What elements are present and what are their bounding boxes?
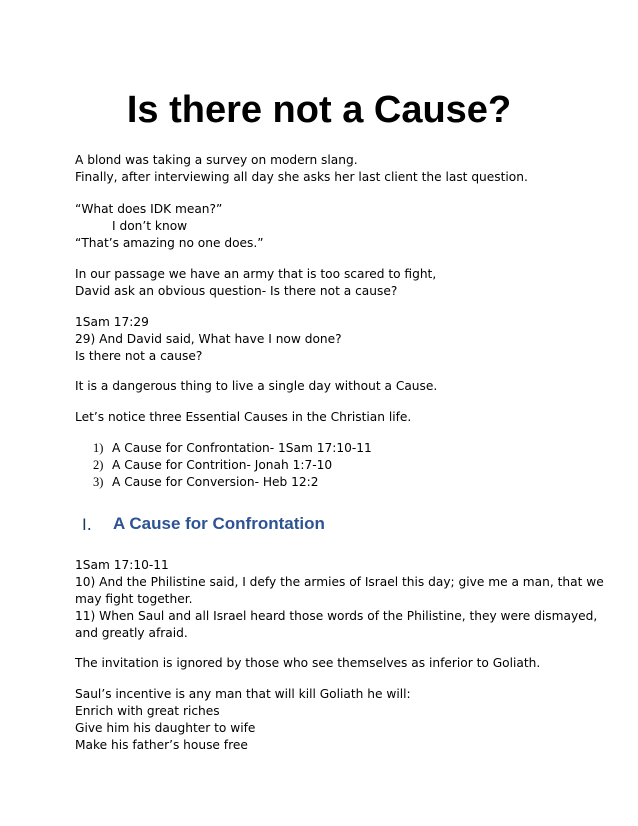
page-title: Is there not a Cause? xyxy=(126,89,512,131)
section-verse-line-1: 10) And the Philistine said, I defy the armies of Israel this day; give me a man, that we xyxy=(75,575,604,589)
intro-to-list: Let’s notice three Essential Causes in the Christian life. xyxy=(75,410,412,424)
section-number: I. xyxy=(82,515,92,534)
list-item: A Cause for Contrition- Jonah 1:7-10 xyxy=(112,458,333,472)
joke-line-1: “What does IDK mean?” xyxy=(75,202,223,216)
passage-line-1: In our passage we have an army that is too scared to fight, xyxy=(75,267,437,281)
incentive-line-2: Enrich with great riches xyxy=(75,704,220,718)
joke-line-3: “That’s amazing no one does.” xyxy=(75,236,264,250)
verse-reference: 1Sam 17:29 xyxy=(75,315,149,329)
list-item: A Cause for Conversion- Heb 12:2 xyxy=(112,475,319,489)
section-verse-reference: 1Sam 17:10-11 xyxy=(75,558,169,572)
incentive-line-3: Give him his daughter to wife xyxy=(75,721,256,735)
verse-line-1: 29) And David said, What have I now done? xyxy=(75,332,342,346)
incentive-line-4: Make his father’s house free xyxy=(75,738,248,752)
section-verse-line-4: and greatly afraid. xyxy=(75,626,188,640)
list-item: A Cause for Confrontation- 1Sam 17:10-11 xyxy=(112,441,372,455)
list-item-number: 3) xyxy=(93,475,104,489)
intro-line-2: Finally, after interviewing all day she asks her last client the last question. xyxy=(75,170,528,184)
list-item-number: 2) xyxy=(93,458,104,472)
statement-paragraph: It is a dangerous thing to live a single day without a Cause. xyxy=(75,379,438,393)
joke-line-2: I don’t know xyxy=(112,219,188,233)
section-heading: A Cause for Confrontation xyxy=(113,514,325,533)
incentive-line-1: Saul’s incentive is any man that will kill Goliath he will: xyxy=(75,687,411,701)
list-item-number: 1) xyxy=(93,441,104,455)
section-verse-line-2: may fight together. xyxy=(75,592,193,606)
section-paragraph-1: The invitation is ignored by those who see themselves as inferior to Goliath. xyxy=(75,656,541,670)
passage-line-2: David ask an obvious question- Is there not a cause? xyxy=(75,284,398,298)
verse-line-2: Is there not a cause? xyxy=(75,349,203,363)
section-verse-line-3: 11) When Saul and all Israel heard those words of the Philistine, they were dismayed, xyxy=(75,609,598,623)
intro-line-1: A blond was taking a survey on modern slang. xyxy=(75,153,358,167)
